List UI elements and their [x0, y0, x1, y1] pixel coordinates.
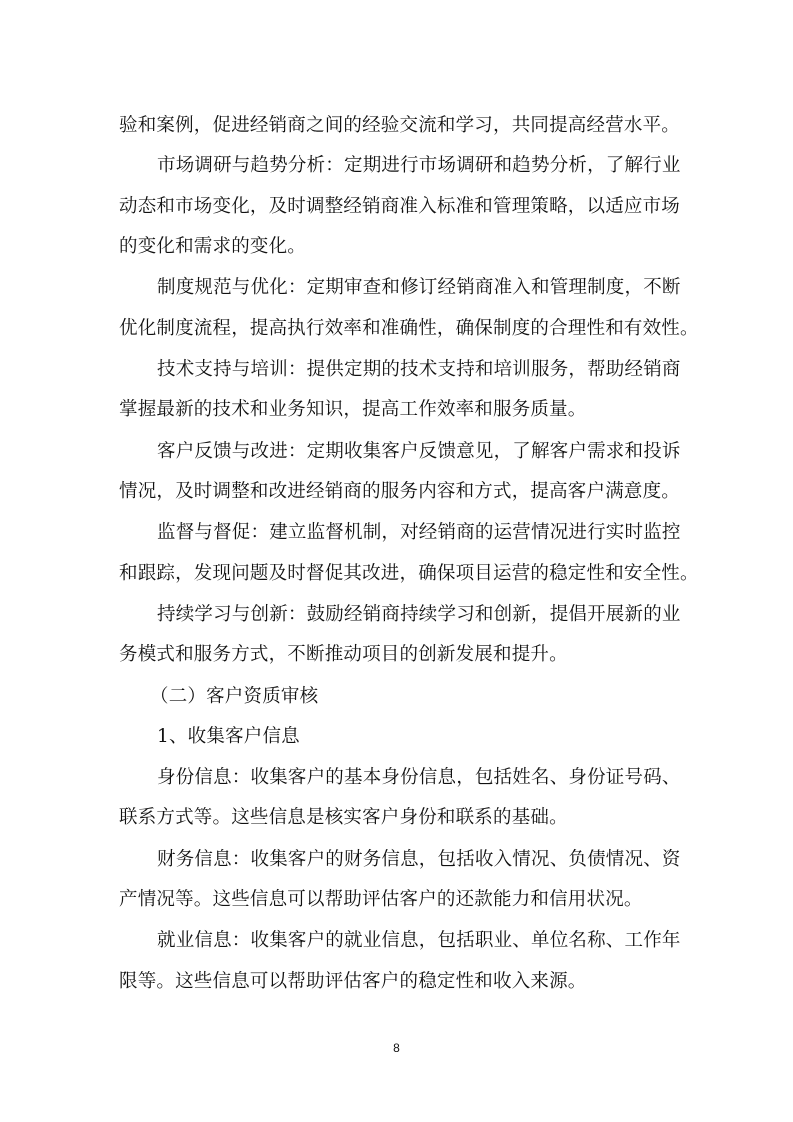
paragraph-line: 的变化和需求的变化。 [119, 236, 307, 257]
paragraph-line: 客户反馈与改进：定期收集客户反馈意见，了解客户需求和投诉 [157, 441, 681, 462]
paragraph-line: 验和案例，促进经销商之间的经验交流和学习，共同提高经营水平。 [119, 115, 681, 136]
paragraph-line: 情况，及时调整和改进经销商的服务内容和方式，提高客户满意度。 [119, 481, 681, 502]
section-heading: （二）客户资质审核 [150, 686, 319, 707]
paragraph-line: 市场调研与趋势分析：定期进行市场调研和趋势分析，了解行业 [157, 155, 681, 176]
paragraph-line: 制度规范与优化：定期审查和修订经销商准入和管理制度，不断 [157, 277, 681, 298]
paragraph-line: 优化制度流程，提高执行效率和准确性，确保制度的合理性和有效性。 [119, 318, 699, 339]
subsection-heading: 1、收集客户信息 [157, 726, 300, 747]
paragraph-line: 持续学习与创新：鼓励经销商持续学习和创新，提倡开展新的业 [157, 604, 681, 625]
paragraph-line: 和跟踪，发现问题及时督促其改进，确保项目运营的稳定性和安全性。 [119, 563, 699, 584]
paragraph-line: 联系方式等。这些信息是核实客户身份和联系的基础。 [119, 807, 568, 828]
paragraph-line: 就业信息：收集客户的就业信息，包括职业、单位名称、工作年 [157, 930, 681, 951]
paragraph-line: 掌握最新的技术和业务知识，提高工作效率和服务质量。 [119, 399, 587, 420]
page-number: 8 [393, 1041, 400, 1055]
paragraph-line: 动态和市场变化，及时调整经销商准入标准和管理策略，以适应市场 [119, 196, 681, 217]
paragraph-line: 财务信息：收集客户的财务信息，包括收入情况、负债情况、资 [157, 849, 681, 870]
paragraph-line: 务模式和服务方式，不断推动项目的创新发展和提升。 [119, 644, 568, 665]
paragraph-line: 监督与督促：建立监督机制，对经销商的运营情况进行实时监控 [157, 522, 681, 543]
paragraph-line: 产情况等。这些信息可以帮助评估客户的还款能力和信用状况。 [119, 889, 643, 910]
paragraph-line: 限等。这些信息可以帮助评估客户的稳定性和收入来源。 [119, 971, 587, 992]
paragraph-line: 身份信息：收集客户的基本身份信息，包括姓名、身份证号码、 [157, 767, 681, 788]
paragraph-line: 技术支持与培训：提供定期的技术支持和培训服务，帮助经销商 [157, 359, 681, 380]
